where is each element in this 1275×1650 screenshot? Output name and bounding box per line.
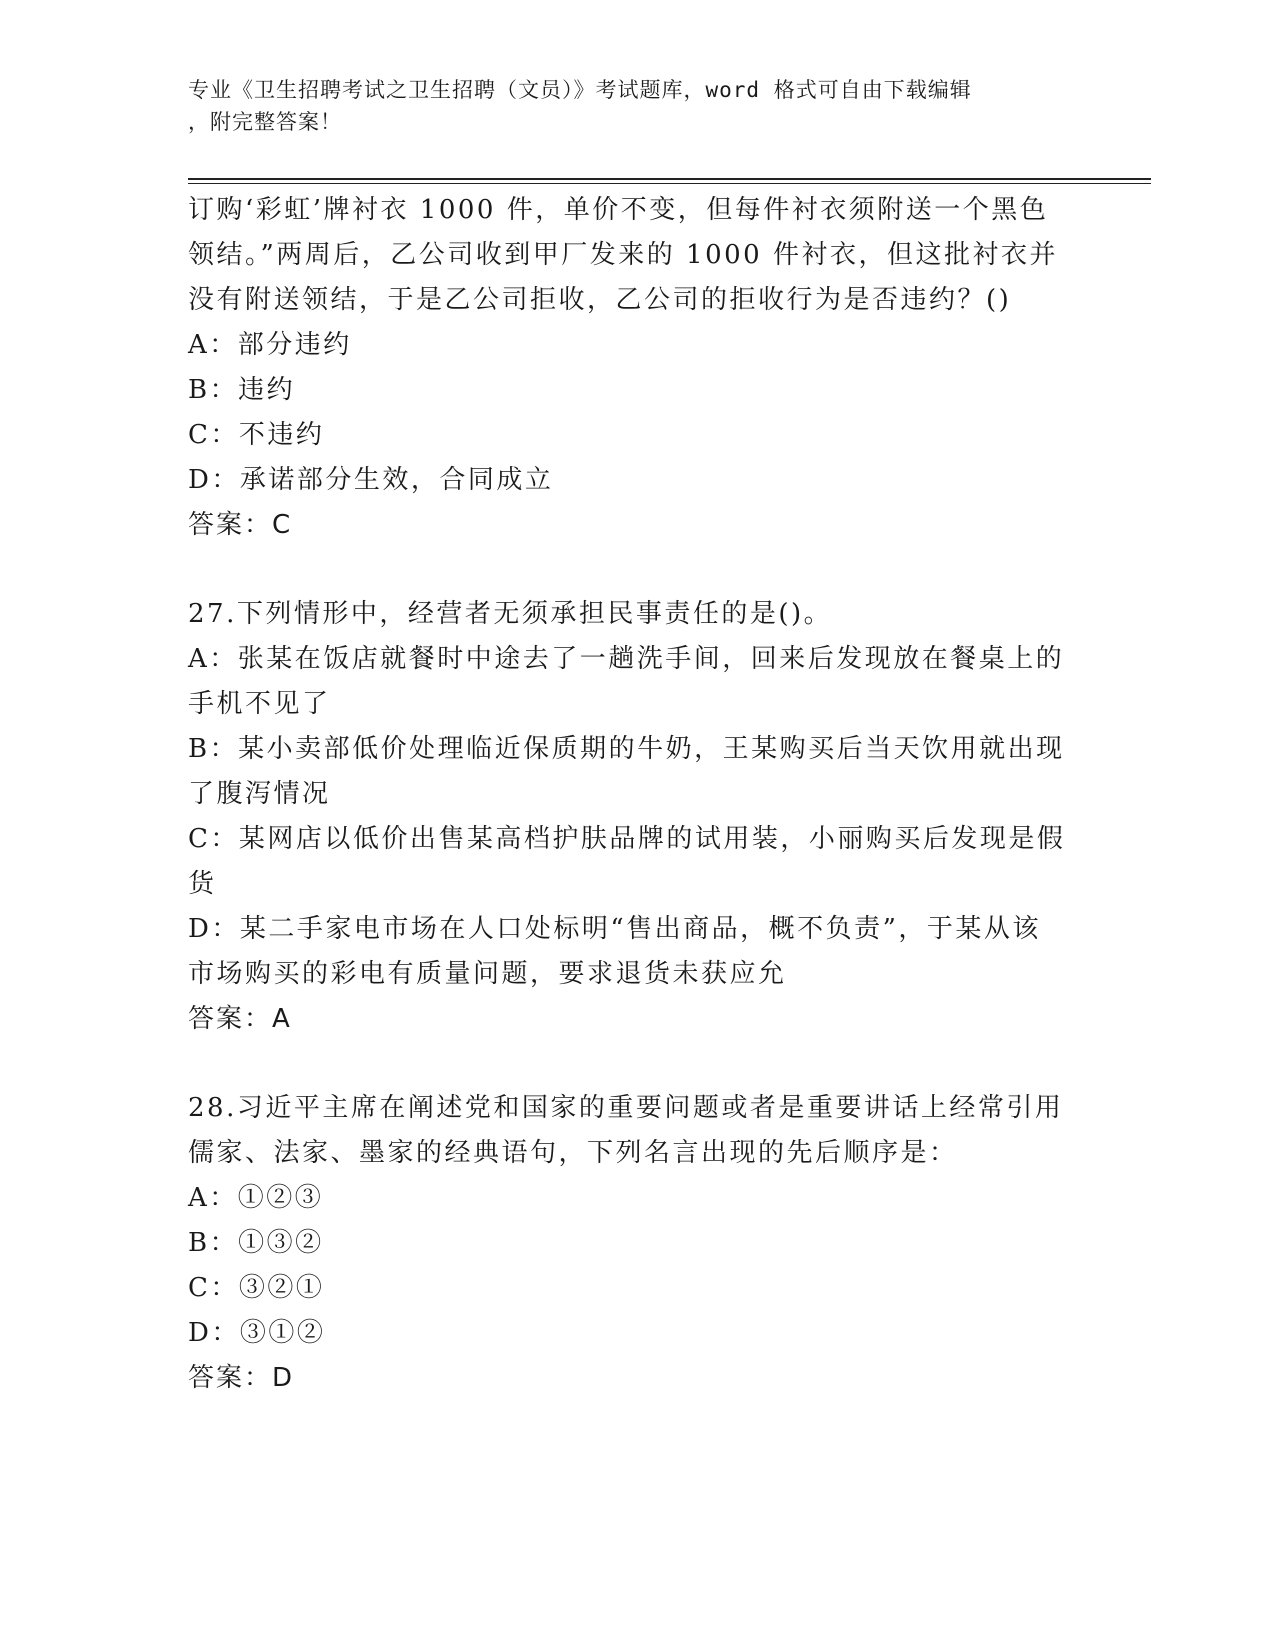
option-a: A：部分违约 [188, 330, 352, 360]
question-content [188, 188, 1088, 1401]
option-c: C：某网店以低价出售某高档护肤品牌的试用装，小丽购买后发现是假 [188, 824, 1066, 854]
header-line-2: ，附完整答案！ [188, 110, 342, 134]
answer-line: 答案：C [188, 510, 293, 540]
header-rule-thin [188, 183, 1151, 184]
option-d: D：某二手家电市场在人口处标明“售出商品，概不负责”，于某从该 [188, 914, 1041, 944]
option-c-continued: 货 [188, 869, 217, 899]
option-b: B：某小卖部低价处理临近保质期的牛奶，王某购买后当天饮用就出现 [188, 734, 1065, 764]
answer-line: 答案：A [188, 1004, 292, 1034]
question-27 [188, 592, 1088, 1042]
option-c: C：不违约 [188, 420, 325, 450]
option-b: B：违约 [188, 375, 296, 405]
question-stem-line: 领结。”两周后，乙公司收到甲厂发来的 1000 件衬衣，但这批衬衣并 [188, 240, 1058, 270]
header-line-1: 专业《卫生招聘考试之卫生招聘（文员）》考试题库，word 格式可自由下载编辑 [188, 78, 972, 102]
question-stem-line: 儒家、法家、墨家的经典语句，下列名言出现的先后顺序是： [188, 1138, 958, 1168]
question-26 [188, 188, 1088, 548]
option-d-continued: 市场购买的彩电有质量问题，要求退货未获应允 [188, 959, 787, 989]
option-c: C：③②① [188, 1273, 325, 1303]
question-stem-line: 27.下列情形中，经营者无须承担民事责任的是()。 [188, 599, 833, 629]
option-b-continued: 了腹泻情况 [188, 779, 331, 809]
question-stem-line: 订购‘彩虹’牌衬衣 1000 件，单价不变，但每件衬衣须附送一个黑色 [188, 195, 1049, 225]
option-a: A：①②③ [188, 1183, 324, 1213]
option-d: D：承诺部分生效，合同成立 [188, 465, 554, 495]
header-rule-thick [188, 178, 1151, 180]
answer-line: 答案：D [188, 1363, 295, 1393]
document-header [188, 74, 1068, 138]
option-a: A：张某在饭店就餐时中途去了一趟洗手间，回来后发现放在餐桌上的 [188, 644, 1065, 674]
spacer [188, 1042, 1088, 1086]
option-d: D：③①② [188, 1318, 326, 1348]
option-b: B：①③② [188, 1228, 324, 1258]
spacer [188, 548, 1088, 592]
question-28 [188, 1086, 1088, 1401]
question-stem-line: 没有附送领结，于是乙公司拒收，乙公司的拒收行为是否违约？() [188, 285, 1012, 315]
question-stem-line: 28.习近平主席在阐述党和国家的重要问题或者是重要讲话上经常引用 [188, 1093, 1064, 1123]
option-a-continued: 手机不见了 [188, 689, 331, 719]
